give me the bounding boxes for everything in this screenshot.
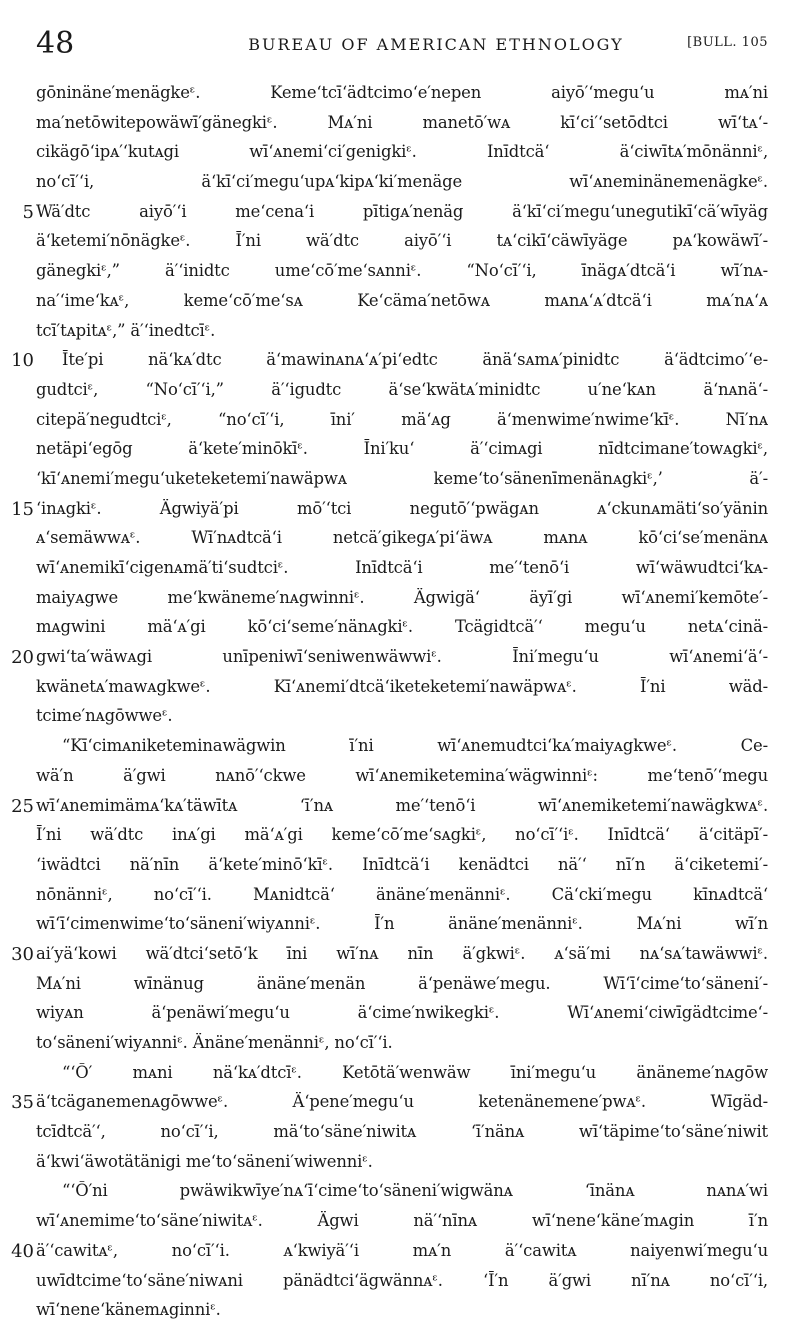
text-line (0, 288, 800, 318)
line-text: gwi‘ta′wäwᴀgi unīpeniwī‘seniwenwäwwiᵋ. Īni′megu‘u wī‘ᴀnemi‘ä‘- (36, 647, 768, 667)
text-body (0, 80, 800, 1327)
line-number: 35 (11, 1092, 34, 1114)
text-line (0, 1030, 800, 1060)
text-line (0, 1208, 800, 1238)
text-line (0, 80, 800, 110)
line-number: 5 (22, 201, 34, 223)
text-line (0, 911, 800, 941)
text-line (0, 1149, 800, 1179)
text-line (0, 1268, 800, 1298)
text-line (0, 971, 800, 1001)
line-number: 25 (11, 795, 34, 817)
line-text: netäpi‘egōg ä‘kete′minōkīᵋ. Īni′ku‘ ä′‘cimᴀgi nīdtcimane′towᴀgkiᵋ, (36, 439, 768, 459)
line-text: wī‘ᴀnemimämᴀ‘kᴀ′täwītᴀ ‘ī′nᴀ me′‘tenō‘i wī‘ᴀnemiketemi′nawägkwᴀᵋ. (36, 795, 768, 815)
text-line (0, 407, 800, 437)
line-text: citepä′negudtciᵋ, “no‘cī′‘i, īni′ mä‘ᴀg ä‘menwime′nwime‘kīᵋ. Nī′nᴀ (36, 409, 768, 429)
line-text: ma′netōwitepowäwī′gänegkiᵋ. Mᴀ′ni manetō′wᴀ kī‘ci′‘setōdtci wī‘tᴀ‘- (36, 112, 768, 132)
text-line (0, 644, 800, 674)
line-text: ä′‘cawitᴀᵋ, no‘cī′‘i. ᴀ‘kwiyä′‘i mᴀ′n ä′‘cawitᴀ naiyenwi′megu‘u (36, 1240, 768, 1260)
text-line (0, 228, 800, 258)
text-line (0, 199, 800, 229)
line-text: ai′yä‘kowi wä′dtci‘setō‘k īni wī′nᴀ nīn ä′gkwiᵋ. ᴀ‘sä′mi nᴀ‘sᴀ′tawäwwiᵋ. (36, 943, 768, 963)
line-text: wī‘nene‘känemᴀginniᵋ. (36, 1300, 221, 1320)
line-text: wiyᴀn ä‘penäwi′megu‘u ä‘cime′nwikegkiᵋ. Wī‘ᴀnemi‘ciwīgädtcime‘- (36, 1003, 768, 1023)
text-line (0, 1178, 800, 1208)
line-text: kwänetᴀ′mawᴀgkweᵋ. Kī‘ᴀnemi′dtcä‘iketeketemi′nawäpwᴀᵋ. Ī′ni wäd- (36, 676, 768, 696)
line-text: na′‘ime‘kᴀᵋ, keme‘cō′me‘sᴀ Ke‘cäma′netōwᴀ mᴀnᴀ‘ᴀ′dtcä‘i mᴀ′nᴀ‘ᴀ (36, 290, 768, 310)
text-line (0, 139, 800, 169)
line-text: to‘säneni′wiyᴀnniᵋ. Änäne′menänniᵋ, no‘cī′‘i. (36, 1033, 393, 1052)
line-text: ᴀ‘semäwwᴀᵋ. Wī′nᴀdtcä‘i netcä′gikegᴀ′pi‘äwᴀ mᴀnᴀ kō‘ci‘se′menänᴀ (36, 528, 768, 548)
line-text: mᴀgwini mä‘ᴀ′gi kō‘ci‘seme′nänᴀgkiᵋ. Tcägidtcä′‘ megu‘u netᴀ‘cinä- (36, 617, 768, 637)
line-number: 10 (11, 350, 34, 372)
line-text: tcime′nᴀgōwweᵋ. (36, 706, 173, 726)
text-line (0, 347, 800, 377)
line-number: 30 (11, 943, 34, 965)
line-number: 40 (11, 1240, 34, 1262)
text-line (0, 614, 800, 644)
text-line (0, 110, 800, 140)
line-text: gōninäne′menägkeᵋ. Keme‘tcī‘ädtcimo‘e′nepen aiyō′‘megu‘u mᴀ′ni (36, 83, 768, 102)
line-text: gudtciᵋ, “No‘cī′‘i,” ä′‘igudtc ä‘se‘kwätᴀ′minidtc u′ne‘kᴀn ä‘nᴀnä‘- (36, 379, 768, 399)
line-text: cikägō‘ipᴀ′‘kutᴀgi wī‘ᴀnemi‘ci′genigkiᵋ. Inīdtcä‘ ä‘ciwītᴀ′mōnänniᵋ, (36, 142, 768, 162)
page-number: 48 (36, 26, 75, 61)
text-line (0, 1060, 800, 1090)
text-line (0, 763, 800, 793)
line-text: wä′n ä′gwi nᴀnō′‘ckwe wī‘ᴀnemiketemina′wägwinniᵋ: me‘tenō′‘megu (36, 765, 768, 785)
text-line (0, 1238, 800, 1268)
series-title: BUREAU OF AMERICAN ETHNOLOGY (248, 35, 624, 54)
line-text: wī‘ᴀnemikī‘cigenᴀmä′ti‘sudtciᵋ. Inīdtcä‘i me′‘tenō‘i wī‘wäwudtci‘kᴀ- (36, 558, 768, 577)
line-text: tcīdtcä′‘, no‘cī′‘i, mä‘to‘säne′niwitᴀ ‘ī′nänᴀ wī‘täpime‘to‘säne′niwit (36, 1122, 768, 1142)
text-line (0, 436, 800, 466)
line-text: ‘iwädtci nä′nīn ä‘kete′minō‘kīᵋ. Inīdtcä‘i kenädtci nä′‘ nī′n ä‘ciketemi′- (36, 854, 768, 874)
text-line (0, 525, 800, 555)
text-line (0, 1119, 800, 1149)
line-text: gänegkiᵋ,” ä′‘inidtc ume‘cō′me‘sᴀnniᵋ. “No‘cī′‘i, īnägᴀ′dtcä‘i wī′nᴀ- (36, 261, 768, 281)
line-text: nōnänniᵋ, no‘cī′‘i. Mᴀnidtcä‘ änäne′menänniᵋ. Cä‘cki′megu kīnᴀdtcä‘ (36, 884, 768, 904)
text-line (0, 585, 800, 615)
line-text: ä‘ketemi′nōnägkeᵋ. Ī′ni wä′dtc aiyō′‘i tᴀ‘cikī‘cäwīyäge pᴀ‘kowäwī′- (36, 231, 768, 251)
line-number: 15 (11, 498, 34, 520)
text-line (0, 258, 800, 288)
text-line (0, 1297, 800, 1327)
text-line (0, 852, 800, 882)
text-line (0, 1089, 800, 1119)
line-text: “Kī‘cimᴀniketeminawägwin ī′ni wī‘ᴀnemudtci‘kᴀ′maiyᴀgkweᵋ. Ce- (62, 736, 768, 756)
text-line (0, 169, 800, 199)
text-line (0, 733, 800, 763)
line-text: maiyᴀgwe me‘kwäneme′nᴀgwinniᵋ. Ägwigä‘ äyī′gi wī‘ᴀnemi′kemōte′- (36, 587, 768, 607)
line-text: tcī′tᴀpitᴀᵋ,” ä′‘inedtcīᵋ. (36, 320, 216, 340)
line-text: Ī′ni wä′dtc inᴀ′gi mä‘ᴀ′gi keme‘cō′me‘sᴀgkiᵋ, no‘cī′‘iᵋ. Inīdtcä‘ ä‘citäpī′- (36, 825, 768, 845)
line-text: Īte′pi nä‘kᴀ′dtc ä‘mawinᴀnᴀ‘ᴀ′pi‘edtc änä‘sᴀmᴀ′pinidtc ä‘ädtcimo′‘e- (62, 350, 768, 370)
text-line (0, 318, 800, 348)
line-text: “‘Ō′ mᴀni nä‘kᴀ′dtcīᵋ. Ketōtä′wenwäw īni′megu‘u änäneme′nᴀgōw (62, 1062, 768, 1082)
text-line (0, 377, 800, 407)
line-text: “‘Ō′ni pwäwikwīye′nᴀ‘ī‘cime‘to‘säneni′wigwänᴀ ‘īnänᴀ nᴀnᴀ′wi (62, 1181, 768, 1201)
line-number: 20 (11, 647, 34, 669)
text-line (0, 555, 800, 585)
line-text: ä‘kwi‘äwotätänigi me‘to‘säneni′wiwenniᵋ. (36, 1151, 373, 1171)
line-text: wī‘ī‘cimenwime‘to‘säneni′wiyᴀnniᵋ. Ī′n änäne′menänniᵋ. Mᴀ′ni wī′n (36, 914, 768, 934)
line-text: Wä′dtc aiyō′‘i me‘cena‘i pītigᴀ′nenäg ä‘kī‘ci′megu‘unegutikī‘cä′wīyäg (36, 201, 768, 221)
text-line (0, 496, 800, 526)
text-line (0, 1000, 800, 1030)
text-line (0, 882, 800, 912)
text-line (0, 703, 800, 733)
bulletin-reference: [BULL. 105 (687, 35, 768, 50)
line-text: Mᴀ′ni wīnänug änäne′menän ä‘penäwe′megu. Wī‘ī‘cime‘to‘säneni′- (36, 973, 768, 993)
line-text: ä‘tcäganemenᴀgōwweᵋ. Ä‘pene′megu‘u ketenänemene′pwᴀᵋ. Wīgäd- (36, 1092, 768, 1112)
running-head (36, 26, 768, 66)
text-line (0, 674, 800, 704)
line-text: wī‘ᴀnemime‘to‘säne′niwitᴀᵋ. Ägwi nä′‘nīnᴀ wī‘nene‘käne′mᴀgin ī′n (36, 1211, 768, 1231)
text-line (0, 822, 800, 852)
line-text: ‘inᴀgkiᵋ. Ägwiyä′pi mō′‘tci negutō′‘pwägᴀn ᴀ‘ckunᴀmäti‘so′yänin (36, 498, 768, 518)
text-line (0, 793, 800, 823)
line-text: no‘cī′‘i, ä‘kī‘ci′megu‘upᴀ‘kipᴀ‘ki′menäge wī‘ᴀneminänemenägkeᵋ. (36, 172, 768, 192)
line-text: ‘kī‘ᴀnemi′megu‘uketeketemi′nawäpwᴀ keme‘to‘sänenīmenänᴀgkiᵋ,’ ä′- (36, 468, 768, 488)
line-text: uwīdtcime‘to‘säne′niwᴀni pänädtci‘ägwännᴀᵋ. ‘Ī′n ä′gwi nī′nᴀ no‘cī′‘i, (36, 1270, 768, 1290)
text-line (0, 466, 800, 496)
text-line (0, 941, 800, 971)
